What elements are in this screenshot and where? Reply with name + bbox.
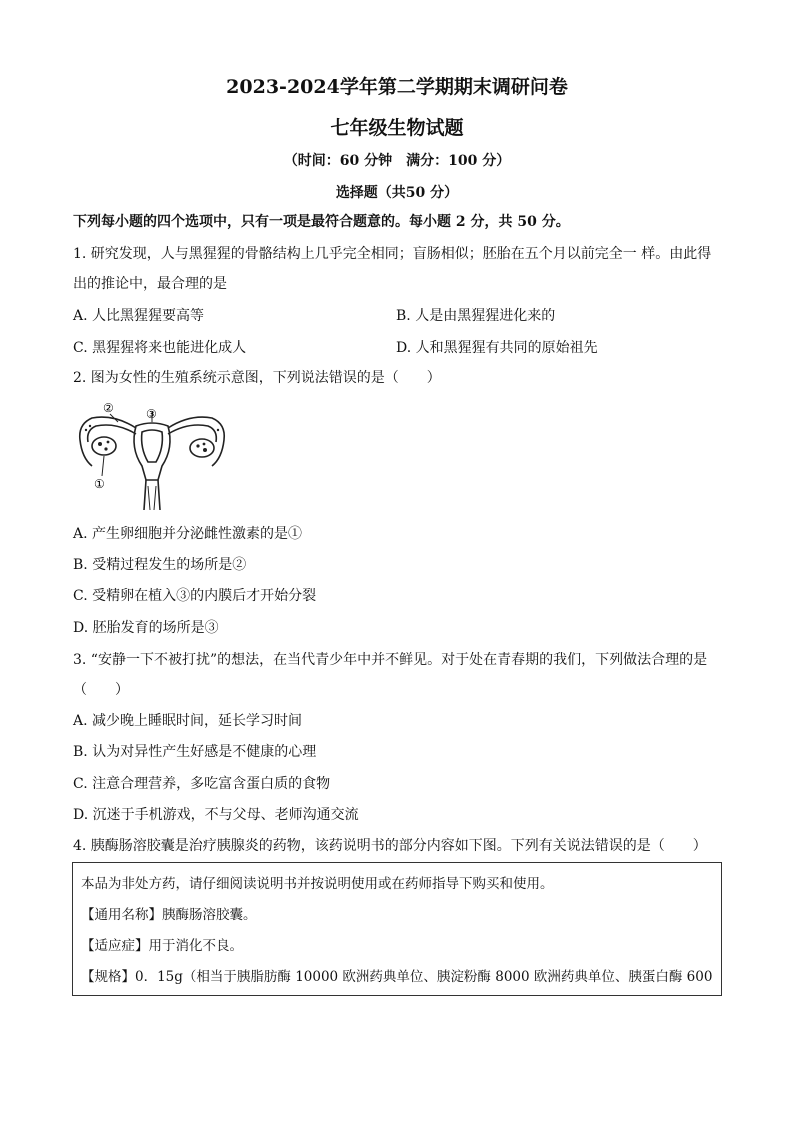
q3-option-d: D. 沉迷于手机游戏，不与父母、老师沟通交流 (73, 807, 359, 823)
q1-stem-line-2: 出的推论中，最合理的是 (73, 276, 227, 292)
box-line-3: 【适应症】用于消化不良。 (81, 938, 243, 954)
q2-option-c: C. 受精卵在植入③的内膜后才开始分裂 (73, 588, 317, 604)
q2-option-a: A. 产生卵细胞并分泌雌性激素的是① (73, 526, 303, 542)
q3-stem-line-1: 3. “安静一下不被打扰”的想法，在当代青少年中并不鲜见。对于处在青春期的我们，下列做法合理的是 (73, 652, 708, 668)
box-line-2: 【通用名称】胰酶肠溶胶囊。 (81, 907, 257, 923)
q3-option-b: B. 认为对异性产生好感是不健康的心理 (73, 744, 317, 760)
figure-label-2: ② (103, 401, 114, 415)
female-reproductive-system-figure (74, 400, 230, 512)
q3-option-a: A. 减少晚上睡眠时间，延长学习时间 (73, 713, 303, 729)
q1-stem-line-1: 1. 研究发现，人与黑猩猩的骨骼结构上几乎完全相同；盲肠相似；胚胎在五个月以前完全一 样。由此得 (73, 246, 712, 262)
box-line-1: 本品为非处方药，请仔细阅读说明书并按说明使用或在药师指导下购买和使用。 (81, 876, 554, 892)
q3-option-c: C. 注意合理营养，多吃富含蛋白质的食物 (73, 776, 331, 792)
q1-option-c: C. 黑猩猩将来也能进化成人 (73, 340, 247, 356)
instruction: 下列每小题的四个选项中，只有一项是最符合题意的。每小题 2 分，共 50 分。 (73, 214, 570, 230)
q3-stem-line-2: （ ） (73, 682, 129, 698)
q2-stem: 2. 图为女性的生殖系统示意图，下列说法错误的是（ ） (73, 370, 441, 386)
exam-title: 2023-2024学年第二学期期末调研问卷 (226, 76, 568, 98)
q1-option-d: D. 人和黑猩猩有共同的原始祖先 (396, 340, 598, 356)
section-heading: 选择题（共50 分） (335, 185, 459, 201)
figure-label-1: ① (94, 477, 105, 491)
figure-label-3: ③ (146, 407, 157, 421)
drug-instruction-box (72, 862, 722, 996)
exam-subtitle: 七年级生物试题 (330, 117, 464, 139)
box-line-4: 【规格】0．15g（相当于胰脂肪酶 10000 欧洲药典单位、胰淀粉酶 8000 欧洲药典单位、胰蛋白酶 600 (81, 969, 713, 985)
time-info: （时间：60 分钟 满分：100 分） (283, 153, 511, 169)
q4-stem: 4. 胰酶肠溶胶囊是治疗胰腺炎的药物，该药说明书的部分内容如下图。下列有关说法错误的是（ ） (73, 838, 707, 854)
q2-option-d: D. 胚胎发育的场所是③ (73, 620, 219, 636)
q1-option-b: B. 人是由黑猩猩进化来的 (396, 308, 556, 324)
q1-option-a: A. 人比黑猩猩要高等 (73, 308, 205, 324)
q2-option-b: B. 受精过程发生的场所是② (73, 557, 247, 573)
